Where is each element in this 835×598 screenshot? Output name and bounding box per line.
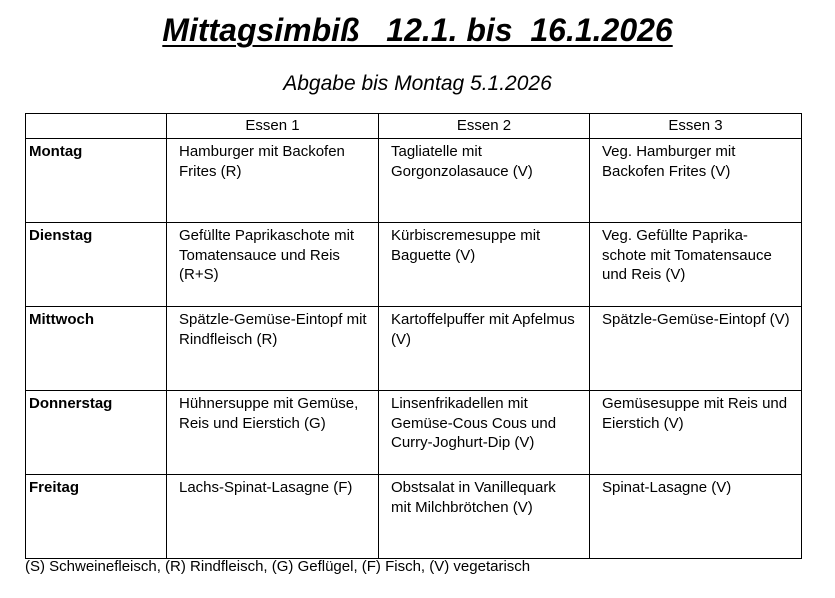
page-title: Mittagsimbiß 12.1. bis 16.1.2026 xyxy=(162,12,673,48)
meal-cell: Kürbiscremesuppe mit Baguette (V) xyxy=(379,223,590,307)
legend-text: (S) Schweinefleisch, (R) Rindfleisch, (G) Geflügel, (F) Fisch, (V) vegetarisch xyxy=(25,558,531,575)
table-row xyxy=(26,475,802,559)
day-label: Donnerstag xyxy=(26,391,167,475)
day-label: Freitag xyxy=(26,475,167,559)
table-row xyxy=(26,391,802,475)
day-label: Dienstag xyxy=(26,223,167,307)
day-label: Montag xyxy=(26,139,167,223)
meal-cell: Hühnersuppe mit Gemüse, Reis und Eierstich (G) xyxy=(167,391,379,475)
meal-cell: Tagliatelle mit Gorgonzolasauce (V) xyxy=(379,139,590,223)
meal-cell: Veg. Gefüllte Paprika-schote mit Tomatensauce und Reis (V) xyxy=(590,223,802,307)
day-label: Mittwoch xyxy=(26,307,167,391)
meal-cell: Gemüsesuppe mit Reis und Eierstich (V) xyxy=(590,391,802,475)
menu-table xyxy=(25,113,802,559)
deadline-subtitle: Abgabe bis Montag 5.1.2026 xyxy=(283,72,552,95)
table-row xyxy=(26,307,802,391)
meal-cell: Spätzle-Gemüse-Eintopf mit Rindfleisch (R) xyxy=(167,307,379,391)
meal-cell: Spätzle-Gemüse-Eintopf (V) xyxy=(590,307,802,391)
header-row xyxy=(26,114,802,139)
column-header-essen-2: Essen 2 xyxy=(379,114,590,139)
meal-cell: Spinat-Lasagne (V) xyxy=(590,475,802,559)
meal-cell: Linsenfrikadellen mit Gemüse-Cous Cous und Curry-Joghurt-Dip (V) xyxy=(379,391,590,475)
column-header-essen-1: Essen 1 xyxy=(167,114,379,139)
meal-cell: Kartoffelpuffer mit Apfelmus (V) xyxy=(379,307,590,391)
column-header-essen-3: Essen 3 xyxy=(590,114,802,139)
meal-cell: Obstsalat in Vanillequark mit Milchbrötchen (V) xyxy=(379,475,590,559)
meal-cell: Veg. Hamburger mit Backofen Frites (V) xyxy=(590,139,802,223)
meal-cell: Lachs-Spinat-Lasagne (F) xyxy=(167,475,379,559)
table-row xyxy=(26,139,802,223)
table-row xyxy=(26,223,802,307)
meal-cell: Gefüllte Paprikaschote mit Tomatensauce und Reis (R+S) xyxy=(167,223,379,307)
corner-cell xyxy=(26,114,167,139)
meal-cell: Hamburger mit Backofen Frites (R) xyxy=(167,139,379,223)
